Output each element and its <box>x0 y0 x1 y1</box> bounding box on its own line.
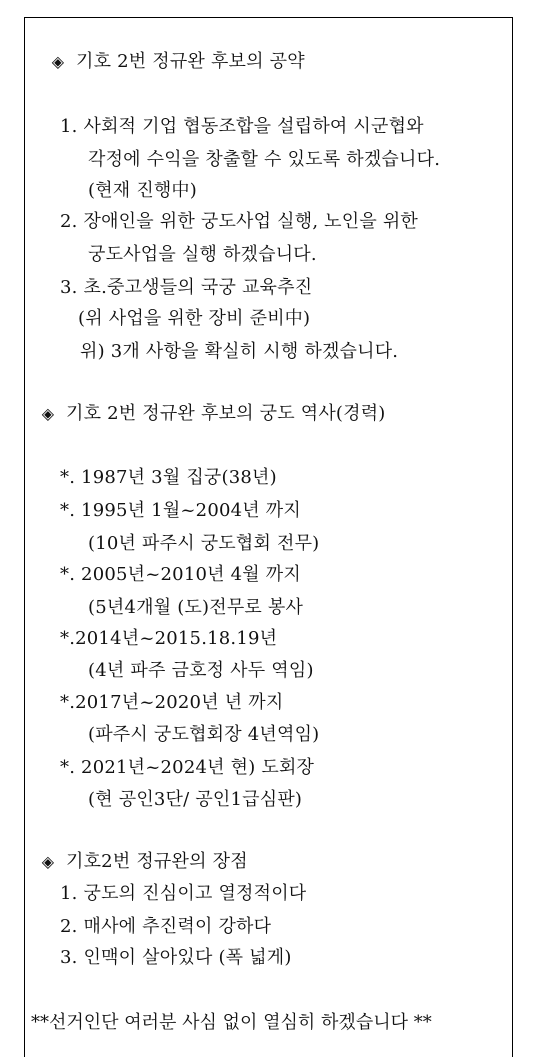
pledge-line: 위) 3개 사항을 확실히 시행 하겠습니다. <box>80 341 399 362</box>
strengths-heading <box>40 851 248 873</box>
history-line: *. 2021년~2024년 현) 도회장 <box>60 757 315 778</box>
history-line: (현 공인3단/ 공인1급심판) <box>88 789 303 810</box>
history-line: *. 1987년 3월 집궁(38년) <box>60 467 277 488</box>
history-line: *. 1995년 1월~2004년 까지 <box>60 500 301 521</box>
pledge-line: 각정에 수익을 창출할 수 있도록 하겠습니다. <box>88 149 441 170</box>
history-heading <box>40 403 386 425</box>
pledge-line: (위 사업을 위한 장비 준비中) <box>78 308 311 329</box>
diamond-bullet-icon: ◈ <box>51 52 65 71</box>
history-line: (5년4개월 (도)전무로 봉사 <box>88 597 304 618</box>
pledge-line: 1. 사회적 기업 협동조합을 설립하여 시군협와 <box>60 116 424 137</box>
history-line: *. 2005년~2010년 4월 까지 <box>60 564 301 585</box>
closing-statement: **선거인단 여러분 사심 없이 열심히 하겠습니다 ** <box>31 1012 432 1033</box>
pledges-heading <box>50 51 305 73</box>
pledge-line: (현재 진행中) <box>88 180 197 201</box>
pledge-line: 2. 장애인을 위한 궁도사업 실행, 노인을 위한 <box>60 211 419 232</box>
history-line: (파주시 궁도협회장 4년역임) <box>88 724 320 745</box>
pledge-line: 3. 초.중고생들의 국궁 교육추진 <box>60 277 313 298</box>
pledges-heading-text: 기호 2번 정규완 후보의 공약 <box>76 51 305 72</box>
history-line: *.2014년~2015.18.19년 <box>60 628 278 649</box>
history-heading-text: 기호 2번 정규완 후보의 궁도 역사(경력) <box>66 403 386 424</box>
diamond-bullet-icon: ◈ <box>41 852 55 871</box>
history-line: (10년 파주시 궁도협회 전무) <box>88 533 320 554</box>
pledge-line: 궁도사업을 실행 하겠습니다. <box>88 244 317 265</box>
history-line: (4년 파주 금호정 사두 역임) <box>88 660 314 681</box>
history-line: *.2017년~2020년 년 까지 <box>60 692 284 713</box>
strength-line: 2. 매사에 추진력이 강하다 <box>60 916 272 937</box>
diamond-bullet-icon: ◈ <box>41 404 55 423</box>
strength-line: 3. 인맥이 살아있다 (폭 넓게) <box>60 947 292 968</box>
strengths-heading-text: 기호2번 정규완의 장점 <box>66 851 248 872</box>
strength-line: 1. 궁도의 진심이고 열정적이다 <box>60 883 307 904</box>
